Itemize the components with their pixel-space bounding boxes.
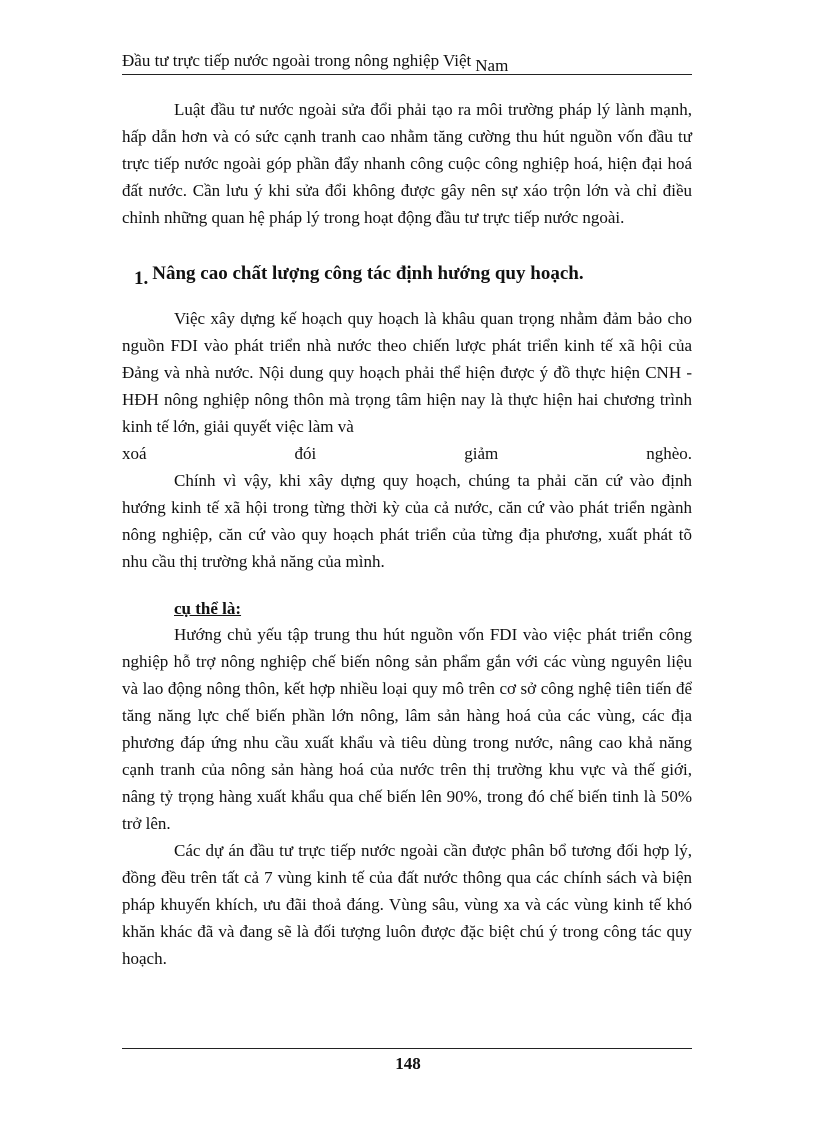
section-heading [134, 261, 692, 287]
subheading: cụ thể là: [174, 599, 242, 618]
section-paragraph-1: Việc xây dựng kế hoạch quy hoạch là khâu quan trọng nhằm đảm bảo cho nguồn FDI vào phát triển nhà nước theo chiến lược phát triển kinh tế xã hội của Đảng và nhà nước. Nội dung quy hoạch phải thể hiện được ý đồ thực hiện CNH - HĐH nông nghiệp nông thôn mà trọng tâm hiện nay là thực hiện hai chương trình kinh tế lớn, giải quyết việc làm và [122, 309, 692, 436]
page-body [122, 96, 692, 972]
footer-divider [122, 1048, 692, 1049]
section-title: Nâng cao chất lượng công tác định hướng quy hoạch. [152, 263, 584, 284]
header-title: Đầu tư trực tiếp nước ngoài trong nông nghiệp Việt [122, 51, 472, 70]
header-title-tail: Nam [475, 56, 509, 75]
page-header [122, 50, 692, 75]
section-paragraph-4: Các dự án đầu tư trực tiếp nước ngoài cần được phân bổ tương đối hợp lý, đồng đều trên tất cả 7 vùng kinh tế của đất nước thông qua các chính sách và biện pháp khuyến khích, ưu đãi thoả đáng. Vùng sâu, vùng xa và các vùng kinh tế khó khăn khác đã và đang sẽ là đối tượng luôn được đặc biệt chú ý trong công tác quy hoạch. [122, 841, 692, 968]
section-paragraph-1-last-line: xoá đói giảm nghèo. [122, 444, 692, 463]
section-paragraph-3: Hướng chủ yếu tập trung thu hút nguồn vốn FDI vào việc phát triển công nghiệp hỗ trợ nông nghiệp chế biến nông sản phẩm gắn với các vùng nguyên liệu và lao động nông thôn, kết hợp nhiều loại quy mô trên cơ sở công nghệ tiên tiến để tăng năng lực chế biến phần lớn nông, lâm sản hàng hoá của các vùng, các địa phương đáp ứng nhu cầu xuất khẩu và tiêu dùng trong nước, nâng cao khả năng cạnh tranh của nông sản hàng hoá của nước trên thị trường khu vực và thế giới, nâng tỷ trọng hàng xuất khẩu qua chế biến lên 90%, trong đó chế biến tinh là 50% trở lên. [122, 625, 692, 833]
section-paragraph-2: Chính vì vậy, khi xây dựng quy hoạch, chúng ta phải căn cứ vào định hướng kinh tế xã hội trong từng thời kỳ của cả nước, căn cứ vào phát triển ngành nông nghiệp, căn cứ vào quy hoạch phát triển của từng địa phương, xuất phát tõ nhu cầu thị trường khả năng của mình. [122, 471, 692, 571]
section-number: 1. [134, 268, 149, 289]
page-number: 148 [395, 1054, 421, 1073]
intro-paragraph: Luật đầu tư nước ngoài sửa đổi phải tạo ra môi trường pháp lý lành mạnh, hấp dẫn hơn và có sức cạnh tranh cao nhằm tăng cường thu hút nguồn vốn đầu tư trực tiếp nước ngoài góp phần đẩy nhanh công cuộc công nghiệp hoá, hiện đại hoá đất nước. Cần lưu ý khi sửa đổi không được gây nên sự xáo trộn lớn và chỉ điều chỉnh những quan hệ pháp lý trong hoạt động đầu tư trực tiếp nước ngoài. [122, 100, 692, 227]
